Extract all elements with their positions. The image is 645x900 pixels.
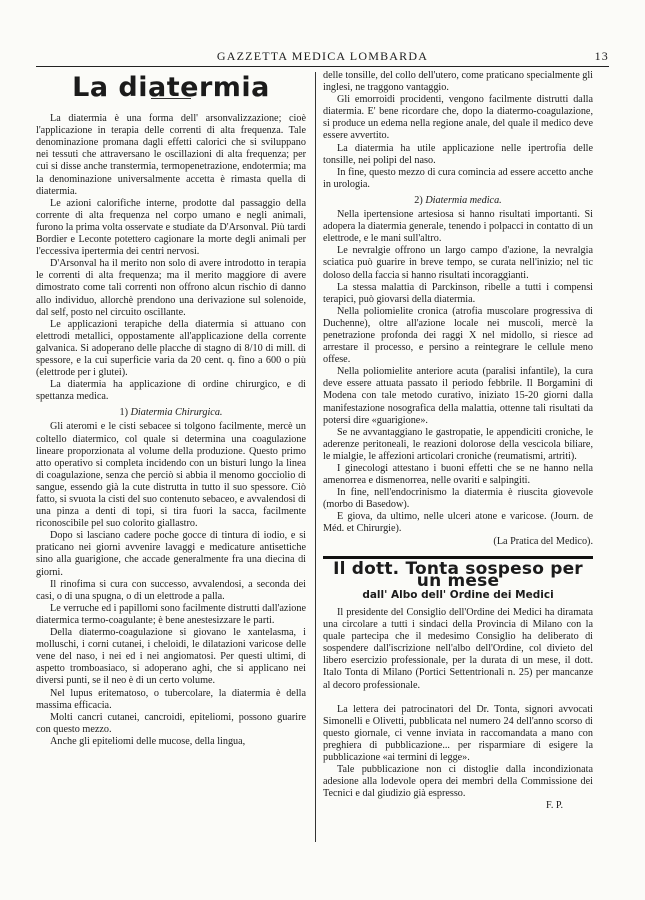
page-number: 13 bbox=[594, 49, 609, 63]
paragraph: In fine, nell'endocrinismo la diatermia è riuscita giovevole (morbo di Basedow). bbox=[323, 487, 593, 511]
paragraph: I ginecologi attestano i buoni effetti che se ne hanno nella amenorrea e dismenorrea, nelle ovariti e salpingiti. bbox=[323, 463, 593, 487]
section-heading bbox=[36, 407, 306, 419]
paragraph: delle tonsille, del collo dell'utero, come praticano specialmente gli inglesi, ne traggono vantaggio. bbox=[323, 70, 594, 94]
signature: F. P. bbox=[545, 800, 563, 812]
paragraph: Gli ateromi e le cisti sebacee si tolgono facilmente, mercè un coltello diatermico, col quale si determina una coagulazione lineare proporzionata al volume della produzione. Questo primo atto operativo si completa incidendo con un bisturi lungo la linea di coagulazione, senza che perciò si abbia il menomo gocciolio di sangue, essendo già la cute distrutta in tutto il suo spessore. Ciò fatto, si svuota la cisti del suo contenuto sebaceo, e avvalendosi di una pinza a denti di topi, si tira fuori la sacca, facilmente riconoscibile pel suo colorito giallastro. bbox=[36, 421, 306, 530]
paragraph: Le nevralgie offrono un largo campo d'azione, la nevralgia sciatica può guarire in breve tempo, se curata nell'inizio; nel tic doloso della faccia si hanno risultati incoraggianti. bbox=[323, 245, 593, 281]
paragraph: La lettera dei patrocinatori del Dr. Tonta, signori avvocati Simonelli e Olivetti, pubblicata nel numero 24 dell'anno scorso di questo giornale, ci venne inviata in raccomandata a mano con preghiera di pubblicazione... per risparmiare di esigere la pubblicazione «ai termini di legge». bbox=[323, 703, 593, 763]
paragraph: In fine, questo mezzo di cura comincia ad essere accetto anche in urologia. bbox=[323, 166, 593, 190]
article-title: La diatermia bbox=[72, 72, 270, 103]
source-citation: (La Pratica del Medico). bbox=[493, 535, 593, 547]
paragraph: Nel lupus eritematoso, o tubercolare, la diatermia è della massima efficacia. bbox=[36, 687, 306, 711]
paragraph: Della diatermo-coagulazione si giovano le xantelasma, i molluschi, i corni cutanei, i cheloidi, le dilatazioni varicose delle vene del naso, i nei ed i nei angiomatosi. Per questi ultimi, di aspetto tromboasiaco, si adoperano aghi, che si applicano nei diversi punti, se il neo è di un certo volume. bbox=[36, 627, 306, 687]
paragraph: D'Arsonval ha il merito non solo di avere introdotto in terapia le correnti di alta frequenza; ma il merito maggiore di avere dimostrato come tali correnti non offrono alcun rischio di danno allo individuo, allorchè prendono una derivazione sul solenoide, dal self, posto nel circuito oscillante. bbox=[36, 258, 306, 318]
section-heading bbox=[323, 195, 593, 207]
paragraph: Nella poliomielite cronica (atrofia muscolare progressiva di Duchenne), oltre all'azione locale nei muscoli, mercè la penetrazione profonda dei raggi X nel midollo, si riesce ad arrestare il processo, e persino a reintegrare le cellule meno offese. bbox=[323, 305, 593, 366]
paragraph: E giova, da ultimo, nelle ulceri atone e varicose. (Journ. de Méd. et Chirurgie). bbox=[323, 511, 593, 535]
paragraph: La stessa malattia di Parckinson, ribelle a tutti i compensi terapici, può giovarsi della diatermia. bbox=[323, 281, 593, 305]
section-number: 1) bbox=[119, 407, 129, 419]
paragraph: Se ne avvantaggiano le gastropatie, le appendiciti croniche, le aderenze peritoneali, le reazioni dolorose della vescicola biliare, le mialgie, le affezioni articolari croniche (reumatismi, artriti). bbox=[323, 426, 593, 462]
running-header bbox=[36, 48, 609, 67]
right-column bbox=[323, 70, 593, 812]
paragraph: Dopo si lasciano cadere poche gocce di tintura di iodio, e si praticano nei giorni avvenire lavaggi e medicature antisettiche sino alla guarigione, che accade generalmente fra una diecina di giorni. bbox=[36, 530, 306, 578]
paragraph: Anche gli epiteliomi delle mucose, della lingua, bbox=[50, 735, 246, 747]
section-number: 2) bbox=[414, 194, 423, 206]
paragraph: Nella ipertensione artesiosa si hanno risultati importanti. Si adopera la diatermia generale, tenendo i polpacci in contatto di un elettrode, e le mani sull'altro. bbox=[323, 209, 593, 245]
paragraph: La diatermia ha applicazione di ordine chirurgico, e di spettanza medica. bbox=[36, 379, 306, 403]
spacer bbox=[323, 692, 593, 704]
article-title: Il dott. Tonta sospeso per un mese bbox=[333, 558, 583, 591]
section-title: Diatermia medica. bbox=[425, 194, 502, 206]
column-divider bbox=[315, 72, 316, 842]
paragraph: Tale pubblicazione non ci distoglie dalla incondizionata adesione alla lodevole opera dei membri della Commissione dei Tecnici e dal giudizio già espresso. bbox=[323, 764, 593, 800]
left-column bbox=[36, 70, 306, 748]
paragraph: Il rinofima si cura con successo, avvalendosi, a seconda dei casi, o di una spugna, o di un elettrode a palla. bbox=[36, 578, 306, 602]
article-subtitle: dall' Albo dell' Ordine dei Medici bbox=[362, 588, 554, 601]
paragraph: Le applicazioni terapiche della diatermia si attuano con elettrodi metallici, oppostamente all'applicazione della corrente galvanica. Si adoperano delle placche di stagno di 8/10 di mill. di spessore, e la cui superficie varia da 20 cent. q. fino a 600 o più (elettrode per i glutei). bbox=[36, 318, 306, 379]
running-title: GAZZETTA MEDICA LOMBARDA bbox=[216, 49, 429, 63]
section-title: Diatermia Chirurgica. bbox=[130, 407, 223, 419]
paragraph: Il presidente del Consiglio dell'Ordine dei Medici ha diramata una circolare a tutti i sindaci della Provincia di Milano con la quale partecipa che il medesimo Consiglio ha deliberato di sospendere dall'iscrizione nell'albo dell'Ordine, col divieto del libero esercizio professionale, per la durata di un mese, il dott. Italo Tonta di Milano (Portici Settentrionali n. 25) per mancanze al decoro professionale. bbox=[323, 606, 593, 691]
paragraph: Molti cancri cutanei, cancroidi, epiteliomi, possono guarire con questo mezzo. bbox=[36, 711, 306, 735]
paragraph: La diatermia è una forma dell' arsonvalizzazione; cioè l'applicazione in terapia delle correnti di alta frequenza. Tale denominazione promana dagli effetti calorici che si sviluppano nei tessuti che attraversano le oscillazioni di alta frequenza; per cui si disse anche transtermia, termopenetrazione, endotermia; ma la denominazione universalmente accetta è rimasta quella di diatermia. bbox=[36, 113, 306, 197]
paragraph: Nella poliomielite anteriore acuta (paralisi infantile), la cura deve essere attuata passato il periodo febbrile. Il Borgamini di Modena con tale metodo curativo, iniziato 15-20 giorni dalla manifestazione nosografica della malattia, ottenne tali risultati da potersi dire «guarigione». bbox=[323, 366, 593, 426]
paragraph: Gli emorroidi procidenti, vengono facilmente distrutti dalla diatermia. E' bene ricordare che, dopo la diatermo-coagulazione, si produce un edema nella regione anale, del quale il medico deve essere avvertito. bbox=[323, 94, 593, 142]
paragraph: Le azioni calorifiche interne, prodotte dal passaggio della corrente di alta frequenza nel corpo umano e negli animali, furono la prima volta osservate e studiate da D'Arsonval. Più tardi Bordier e Leconte potettero cagionare la morte degli animali per l'eccessiva ipertermia dei centri nervosi. bbox=[36, 197, 306, 258]
paragraph: Le verruche ed i papillomi sono facilmente distrutti dall'azione diatermica termo-coagulante; è bene anestesizzare le parti. bbox=[36, 602, 306, 626]
paragraph: La diatermia ha utile applicazione nelle ipertrofia delle tonsille, nei polipi del naso. bbox=[323, 142, 593, 166]
